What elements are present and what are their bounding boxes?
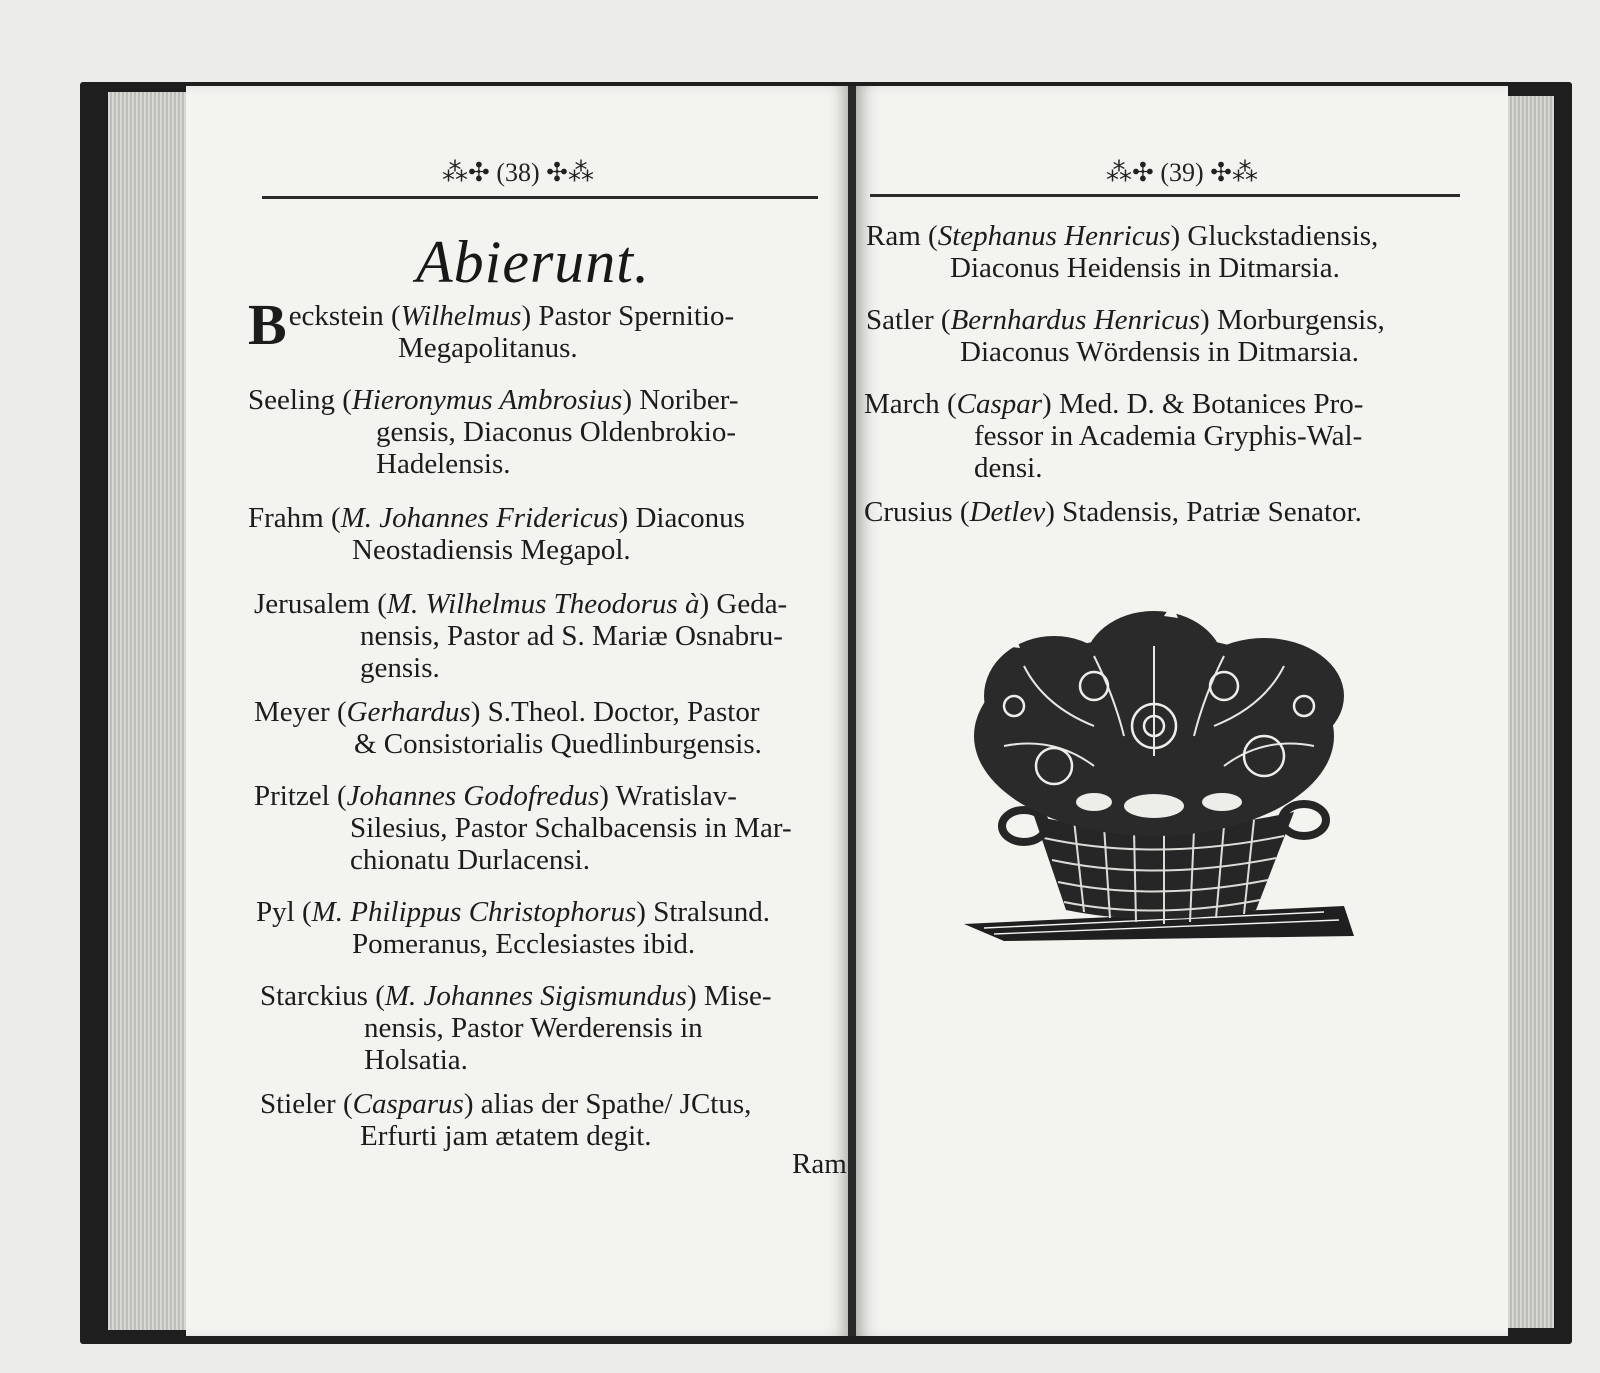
entry-surname: Beckstein bbox=[248, 292, 384, 357]
entry-continuation-line: gensis. bbox=[360, 652, 440, 684]
entry-description: Wratislav- bbox=[615, 780, 737, 812]
entry-continuation-line: nensis, Pastor ad S. Mariæ Osnabru- bbox=[360, 620, 783, 652]
entry-first-line: Starckius (M. Johannes Sigismundus) Mise- bbox=[260, 980, 772, 1012]
entry-first-line: Satler (Bernhardus Henricus) Morburgensis, bbox=[866, 304, 1385, 336]
entry-continuation-line: & Consistorialis Quedlinburgensis. bbox=[354, 728, 762, 760]
entry-satler bbox=[866, 304, 1466, 368]
entry-description: Geda- bbox=[716, 588, 788, 620]
entry-description: Stadensis, Patriæ Senator. bbox=[1062, 496, 1362, 528]
page-title: Abierunt. bbox=[416, 229, 650, 295]
entry-continuation-line: fessor in Academia Gryphis-Wal- bbox=[974, 420, 1363, 452]
entry-first-line: Stieler (Casparus) alias der Spathe/ JCtus, bbox=[260, 1088, 752, 1120]
entry-description: Stralsund. bbox=[653, 896, 771, 928]
entry-continuation-line: Holsatia. bbox=[364, 1044, 468, 1076]
ornament-left-icon: ⁂✣ bbox=[1106, 158, 1161, 187]
entry-first-line: Beckstein (Wilhelmus) Pastor Spernitio- bbox=[248, 292, 735, 357]
entry-first-line: Pritzel (Johannes Godofredus) Wratislav- bbox=[254, 780, 737, 812]
entry-given-name: M. Wilhelmus Theodorus à bbox=[386, 588, 700, 620]
entry-surname: Frahm bbox=[248, 502, 324, 534]
entry-given-name: Caspar bbox=[956, 388, 1043, 420]
entry-meyer bbox=[254, 696, 834, 760]
entry-continuation-line: gensis, Diaconus Oldenbrokio- bbox=[376, 416, 737, 448]
entry-continuation-line: Erfurti jam ætatem degit. bbox=[360, 1120, 652, 1152]
entry-first-line: March (Caspar) Med. D. & Botanices Pro- bbox=[864, 388, 1364, 420]
page-number-header: ⁂✣ (39) ✣⁂ bbox=[1106, 158, 1258, 187]
entry-surname: Jerusalem bbox=[254, 588, 370, 620]
entry-given-name: Gerhardus bbox=[346, 696, 471, 728]
header-rule bbox=[262, 196, 818, 199]
entry-continuation-line: Diaconus Heidensis in Ditmarsia. bbox=[950, 252, 1340, 284]
entry-stieler bbox=[260, 1088, 840, 1152]
entry-description: Mise- bbox=[703, 980, 772, 1012]
entry-ram bbox=[866, 220, 1466, 284]
entry-starckius bbox=[260, 980, 820, 1076]
entry-description: S.Theol. Doctor, Pastor bbox=[487, 696, 760, 728]
right-page bbox=[856, 86, 1508, 1336]
entry-description: Med. D. & Botanices Pro- bbox=[1058, 388, 1364, 420]
entry-surname: Meyer bbox=[254, 696, 330, 728]
entry-first-line: Ram (Stephanus Henricus) Gluckstadiensis, bbox=[866, 220, 1379, 252]
entry-march bbox=[864, 388, 1454, 484]
entry-jerusalem bbox=[254, 588, 850, 684]
entry-surname: Starckius bbox=[260, 980, 368, 1012]
entry-surname: Ram bbox=[866, 220, 921, 252]
entry-description: Morburgensis, bbox=[1216, 304, 1385, 336]
right-page-edges bbox=[1508, 96, 1554, 1328]
entry-given-name: Bernhardus Henricus bbox=[950, 304, 1201, 336]
ornament-left-icon: ⁂✣ bbox=[442, 158, 497, 187]
entry-given-name: M. Johannes Fridericus bbox=[340, 502, 619, 534]
entry-continuation-line: densi. bbox=[974, 452, 1043, 484]
entry-continuation-line: chionatu Durlacensi. bbox=[350, 844, 590, 876]
entry-surname: March bbox=[864, 388, 940, 420]
left-page-edges bbox=[108, 92, 188, 1330]
entry-crusius bbox=[864, 496, 1464, 528]
entry-surname: Satler bbox=[866, 304, 934, 336]
entry-continuation-line: nensis, Pastor Werderensis in bbox=[364, 1012, 703, 1044]
entry-given-name: Hieronymus Ambrosius bbox=[351, 384, 623, 416]
entry-first-line: Crusius (Detlev) Stadensis, Patriæ Senator. bbox=[864, 496, 1362, 528]
entry-continuation-line: Hadelensis. bbox=[376, 448, 511, 480]
entry-frahm bbox=[248, 502, 828, 566]
entry-first-line: Seeling (Hieronymus Ambrosius) Noriber- bbox=[248, 384, 739, 416]
entry-given-name: Stephanus Henricus bbox=[937, 220, 1171, 252]
entry-given-name: Wilhelmus bbox=[400, 300, 522, 332]
entry-continuation-line: Silesius, Pastor Schalbacensis in Mar- bbox=[350, 812, 792, 844]
entry-given-name: Johannes Godofredus bbox=[346, 780, 600, 812]
page-number-header: ⁂✣ (38) ✣⁂ bbox=[442, 158, 594, 187]
entry-continuation-line: Diaconus Wördensis in Ditmarsia. bbox=[960, 336, 1359, 368]
entry-first-line: Pyl (M. Philippus Christophorus) Stralsund. bbox=[256, 896, 771, 928]
entry-seeling bbox=[248, 384, 828, 480]
entry-first-line: Meyer (Gerhardus) S.Theol. Doctor, Pastor bbox=[254, 696, 760, 728]
entry-given-name: Detlev bbox=[969, 496, 1046, 528]
entry-surname: Pyl bbox=[256, 896, 295, 928]
entry-continuation-line: Neostadiensis Megapol. bbox=[352, 534, 631, 566]
entry-description: alias der Spathe/ JCtus, bbox=[480, 1088, 752, 1120]
entry-continuation-line: Megapolitanus. bbox=[398, 332, 578, 364]
header-rule bbox=[870, 194, 1460, 197]
entry-description: Diaconus bbox=[635, 502, 745, 534]
ornament-right-icon: ✣⁂ bbox=[1203, 158, 1258, 187]
drop-cap: B bbox=[248, 292, 287, 357]
entry-continuation-line: Pomeranus, Ecclesiastes ibid. bbox=[352, 928, 696, 960]
entry-description: Noriber- bbox=[639, 384, 739, 416]
entry-description: Pastor Spernitio- bbox=[538, 300, 735, 332]
entry-surname: Stieler bbox=[260, 1088, 336, 1120]
entry-pritzel bbox=[254, 780, 834, 876]
ornament-right-icon: ✣⁂ bbox=[539, 158, 594, 187]
entry-given-name: M. Philippus Christophorus bbox=[311, 896, 637, 928]
entry-pyl bbox=[256, 896, 836, 960]
entry-description: Gluckstadiensis, bbox=[1187, 220, 1379, 252]
entry-given-name: M. Johannes Sigismundus bbox=[384, 980, 687, 1012]
entry-given-name: Casparus bbox=[352, 1088, 464, 1120]
entry-first-line: Jerusalem (M. Wilhelmus Theodorus à) Geda- bbox=[254, 588, 788, 620]
catchword: Ram bbox=[792, 1148, 847, 1180]
entry-first-line: Frahm (M. Johannes Fridericus) Diaconus bbox=[248, 502, 745, 534]
basket-of-flowers-woodcut-icon bbox=[944, 606, 1364, 946]
entry-surname: Crusius bbox=[864, 496, 953, 528]
entry-beckstein bbox=[248, 292, 828, 364]
entry-surname: Pritzel bbox=[254, 780, 330, 812]
entry-surname: Seeling bbox=[248, 384, 335, 416]
left-page bbox=[186, 86, 850, 1336]
